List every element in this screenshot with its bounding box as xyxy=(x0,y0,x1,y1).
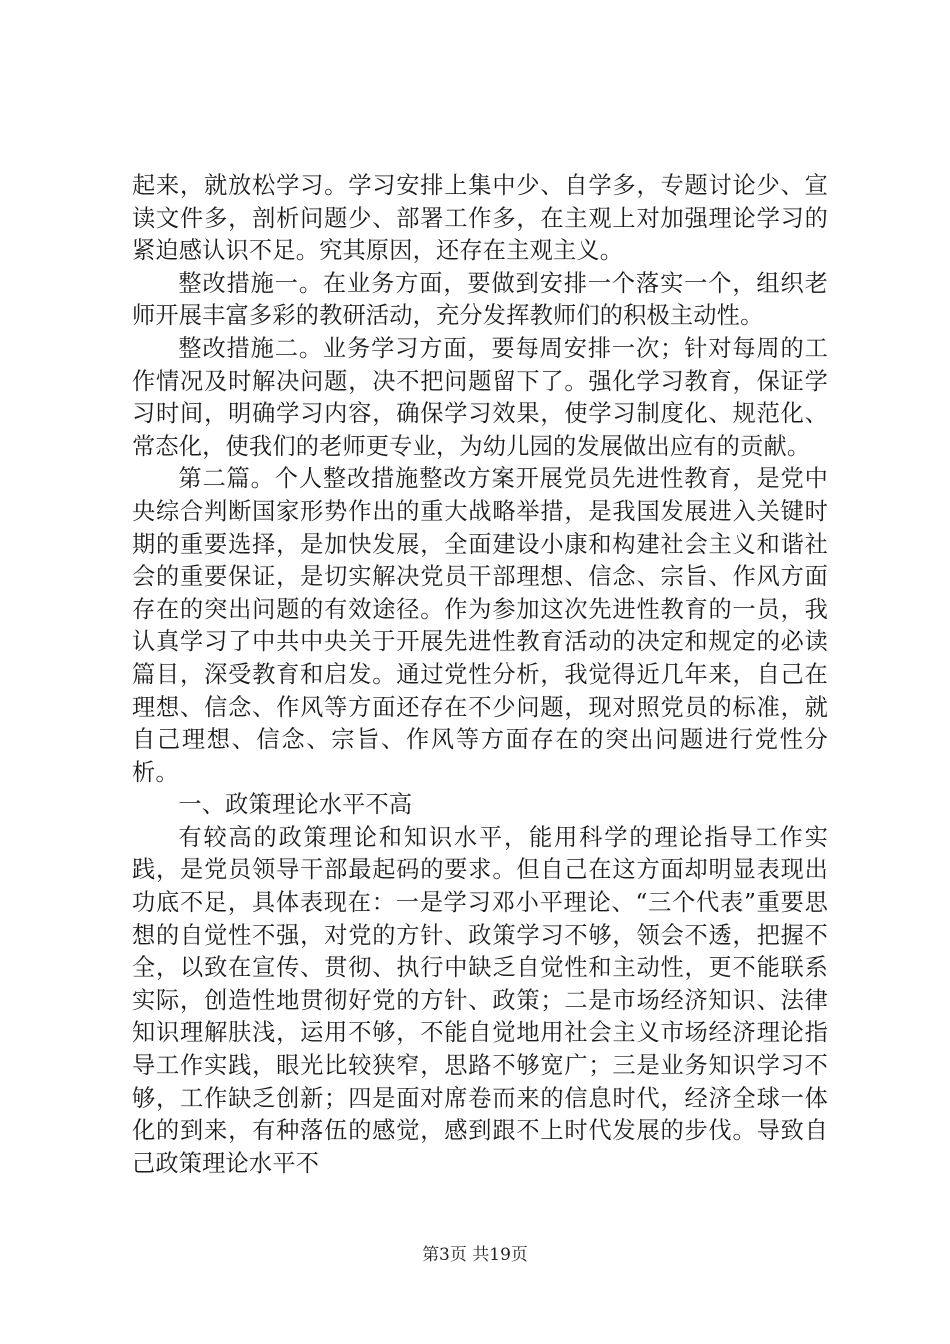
paragraph-theory-level: 有较高的政策理论和知识水平，能用科学的理论指导工作实践，是党员领导干部最起码的要求。但自己在这方面却明显表现出功底不足，具体表现在：一是学习邓小平理论、“三个代表”重要思想的自觉性不强，对党的方针、政策学习不够，领会不透，把握不全，以致在宣传、贯彻、执行中缺乏自觉性和主动性，更不能联系实际，创造性地贯彻好党的方针、政策；二是市场经济知识、法律知识理解肤浅，运用不够，不能自觉地用社会主义市场经济理论指导工作实践，眼光比较狭窄，思路不够宽广；三是业务知识学习不够，工作缺乏创新；四是面对席卷而来的信息时代，经济全球一体化的到来，有种落伍的感觉，感到跟不上时代发展的步伐。导致自己政策理论水平不 xyxy=(132,823,828,1177)
section-heading: 一、政策理论水平不高 xyxy=(178,791,413,819)
document-body xyxy=(132,170,828,1180)
paragraph-continuation: 起来，就放松学习。学习安排上集中少、自学多，专题讨论少、宣读文件多，剖析问题少、部署工作多，在主观上对加强理论学习的紧迫感认识不足。究其原因，还存在主观主义。 xyxy=(132,172,828,265)
paragraph-measure-one: 整改措施一。在业务方面，要做到安排一个落实一个，组织老师开展丰富多彩的教研活动，充分发挥教师们的积极主动性。 xyxy=(132,269,828,330)
page-footer: 第3页 共19页 xyxy=(422,1245,528,1265)
paragraph-measure-two: 整改措施二。业务学习方面，要每周安排一次；针对每周的工作情况及时解决问题，决不把问题留下了。强化学习教育，保证学习时间，明确学习内容，确保学习效果，使学习制度化、规范化、常态化，使我们的老师更专业，为幼儿园的发展做出应有的贡献。 xyxy=(132,334,828,460)
paragraph-part-two: 第二篇。个人整改措施整改方案开展党员先进性教育，是党中央综合判断国家形势作出的重大战略举措，是我国发展进入关键时期的重要选择，是加快发展，全面建设小康和构建社会主义和谐社会的重要保证，是切实解决党员干部理想、信念、宗旨、作风方面存在的突出问题的有效途径。作为参加这次先进性教育的一员，我认真学习了中共中央关于开展先进性教育活动的决定和规定的必读篇目，深受教育和启发。通过党性分析，我觉得近几年来，自己在理想、信念、作风等方面还存在不少问题，现对照党员的标准，就自己理想、信念、宗旨、作风等方面存在的突出问题进行党性分析。 xyxy=(132,465,828,786)
